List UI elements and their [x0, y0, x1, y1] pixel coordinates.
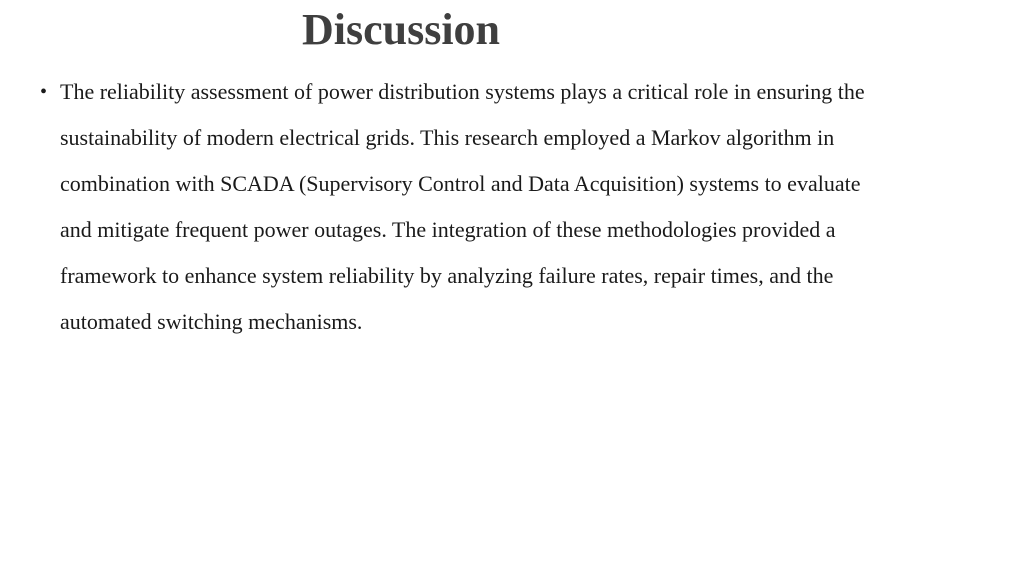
- slide-title: Discussion: [301, 5, 501, 54]
- bullet-marker: •: [40, 81, 48, 103]
- bullet-list: [40, 69, 880, 345]
- bullet-item: [40, 69, 880, 345]
- bullet-text: The reliability assessment of power distribution systems plays a critical role in ensuring the sustainability of modern electrical grids. This research employed a Markov algorithm in combination with SCADA (Supervisory Control and Data Acquisition) systems to evaluate and mitigate frequent power outages. The integration of these methodologies provided a framework to enhance system reliability by analyzing failure rates, repair times, and the automated switching mechanisms.: [60, 79, 865, 334]
